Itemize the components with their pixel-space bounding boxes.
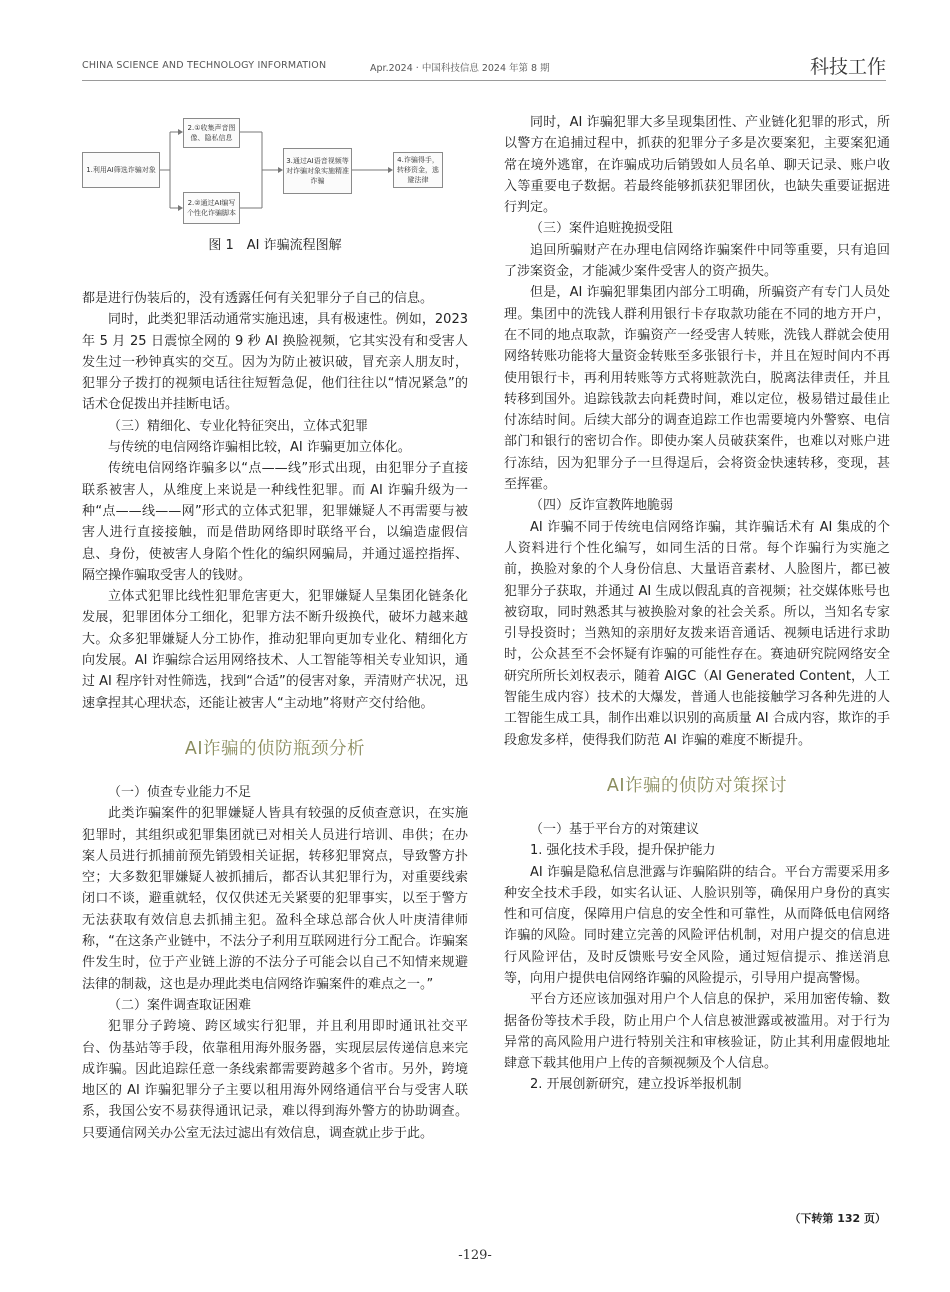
flow-step-2b: 2.②通过AI编写个性化诈骗脚本: [183, 192, 240, 224]
paragraph: 同时，此类犯罪活动通常实施迅速，具有极速性。例如，2023 年 5 月 25 日震惊全网的 9 秒 AI 换脸视频，它其实没有和受害人发生过一秒钟真实的交互。因为为防止被识破，冒充亲人朋友时，犯罪分子拨打的视频电话往往短暂急促，他们往往以“情况紧急”的话术仓促拨出并挂断电话。: [82, 312, 468, 413]
section-heading: AI诈骗的侦防对策探讨: [606, 775, 788, 796]
left-column: [82, 288, 468, 1144]
figure-caption: 图 1 AI 诈骗流程图解: [208, 238, 342, 253]
page-number: -129-: [458, 1248, 492, 1263]
paragraph: AI 诈骗是隐私信息泄露与诈骗陷阱的结合。平台方需要采用多种安全技术手段，如实名认证、人脸识别等，确保用户身份的真实性和可信度，保障用户信息的安全性和可靠性，从而降低电信网络诈骗的风险。同时建立完善的风险评估机制，对用户提交的信息进行风险评估，及时反馈账号安全风险，通过短信提示、推送消息等，向用户提供电信网络诈骗的风险提示，引导用户提高警惕。: [504, 864, 890, 986]
paragraph: 此类诈骗案件的犯罪嫌疑人皆具有较强的反侦查意识，在实施犯罪时，其组织或犯罪集团就已对相关人员进行培训、串供；在办案人员进行抓捕前预先销毁相关证据，转移犯罪窝点，导致警方扑空；大多数犯罪嫌疑人被抓捕后，都否认其犯罪行为，对重要线索闭口不谈，避重就轻，仅仅供述无关紧要的犯罪事实，以至于警方无法获取有效信息去抓捕主犯。盈科全球总部合伙人叶庚清律师称，“在这条产业链中，不法分子利用互联网进行分工配合。诈骗案件发生时，位于产业链上游的不法分子可能会以自己不知情来规避法律的制裁，这也是办理此类电信网络诈骗案件的难点之一。”: [82, 806, 468, 992]
flow-step-3: 3.通过AI语音视频等对诈骗对象实施精准诈骗: [283, 148, 352, 194]
paragraph: 犯罪分子跨境、跨区域实行犯罪，并且利用即时通讯社交平台、伪基站等手段，依靠租用海外服务器，实现层层传递信息来完成诈骗。因此追踪任意一条线索都需要跨越多个省市。另外，跨境地区的 AI 诈骗犯罪分子主要以租用海外网络通信平台与受害人联系，我国公安不易获得通讯记录，难以得到海外警方的协助调查。只要通信网关办公室无法过滤出有效信息，调查就止步于此。: [82, 1019, 468, 1141]
subsection-heading: （一）基于平台方的对策建议: [530, 821, 700, 837]
section-heading: AI诈骗的侦防瓶颈分析: [184, 738, 366, 759]
paragraph: 都是进行伪装后的，没有透露任何有关犯罪分子自己的信息。: [82, 291, 434, 306]
subsection-heading: （四）反诈宣教阵地脆弱: [530, 498, 674, 514]
flow-step-4: 4.诈骗得手，转移资金，逃避法律: [393, 152, 443, 188]
issue-info: Apr.2024 · 中国科技信息 2024 年第 8 期: [370, 63, 550, 74]
paragraph: 但是，AI 诈骗犯罪集团内部分工明确，所骗资产有专门人员处理。集团中的洗钱人群利用银行卡存取款功能在不同的地方开户，在不同的地点取款，诈骗资产一经受害人转账，洗钱人群就会使用网络转账功能将大量资金转账至多张银行卡，并且在短时间内不再使用银行卡，再利用转账等方式将赃款洗白，脱离法律责任，并且转移到国外。追踪钱款去向耗费时间，难以定位，极易错过最佳止付冻结时间。后续大部分的调查追踪工作也需要境内外警察、电信部门和银行的密切合作。即使办案人员破获案件，也难以对账户进行冻结，因为犯罪分子一旦得逞后，会将资金快速转移，变现，甚至挥霍。: [504, 285, 890, 493]
paragraph: AI 诈骗不同于传统电信网络诈骗，其诈骗话术有 AI 集成的个人资料进行个性化编写，如同生活的日常。每个诈骗行为实施之前，换脸对象的个人身份信息、大量语音素材、人脸图片，都已被犯罪分子获取，并通过 AI 生成以假乱真的音视频；社交媒体账号也被窃取，同时熟悉其与被换脸对象的社会关系。所以，当知名专家引导投资时；当熟知的亲朋好友拨来语音通话、视频电话进行求助时，公众甚至不会怀疑有诈骗的可能性存在。赛迪研究院网络安全研究所所长刘权表示，随着 AIGC（AI Generated Content，人工智能生成内容）技术的大爆发，普通人也能接触学习各种先进的人工智能生成工具，制作出难以识别的高质量 AI 合成内容，欺诈的手段愈发多样，使得我们防范 AI 诈骗的难度不断提升。: [504, 519, 890, 748]
paragraph: 立体式犯罪比线性犯罪危害更大，犯罪嫌疑人呈集团化链条化发展，犯罪团体分工细化，犯罪方法不断升级换代，破坏力越来越大。众多犯罪嫌疑人分工协作，推动犯罪向更加专业化、精细化方向发展。AI 诈骗综合运用网络技术、人工智能等相关专业知识，通过 AI 程序针对性筛选，找到“合适”的侵害对象，弄清财产状况，迅速拿捏其心理状态，还能让被害人“主动地”将财产交付给他。: [82, 589, 468, 711]
paragraph: 与传统的电信网络诈骗相比较，AI 诈骗更加立体化。: [108, 440, 411, 456]
paragraph: 追回所骗财产在办理电信网络诈骗案件中同等重要，只有追回了涉案资金，才能减少案件受害人的资产损失。: [504, 242, 890, 280]
paragraph: 平台方还应该加强对用户个人信息的保护，采用加密传输、数据备份等技术手段，防止用户个人信息被泄露或被滥用。对于行为异常的高风险用户进行特别关注和审核验证，防止其利用虚假地址肆意下载其他用户上传的音频视频及个人信息。: [504, 992, 890, 1072]
subsection-heading: （一）侦查专业能力不足: [108, 784, 252, 800]
flow-step-2a: 2.①收集声音图像、隐私信息: [183, 118, 240, 148]
subsection-heading: （二）案件调查取证困难: [108, 997, 252, 1013]
subsection-heading: 2. 开展创新研究，建立投诉举报机制: [530, 1077, 742, 1093]
paragraph: 同时，AI 诈骗犯罪大多呈现集团性、产业链化犯罪的形式，所以警方在追捕过程中，抓获的犯罪分子多是次要案犯，主要案犯通常在境外逃窜，在诈骗成功后销毁如人员名单、聊天记录、账户收入等重要电子数据。若最终能够抓获犯罪团伙，也缺失重要证据进行判定。: [504, 115, 890, 216]
journal-name: CHINA SCIENCE AND TECHNOLOGY INFORMATION: [82, 60, 327, 71]
continued-note: （下转第 132 页）: [789, 1212, 886, 1225]
section-title: 科技工作: [809, 56, 886, 78]
flow-step-1: 1.利用AI筛选诈骗对象: [82, 152, 160, 188]
page-header: [82, 52, 886, 78]
right-column: [504, 112, 890, 1096]
subsection-heading: （三）案件追赃挽损受阻: [530, 221, 674, 237]
subsection-heading: （三）精细化、专业化特征突出，立体式犯罪: [108, 418, 369, 434]
paragraph: 传统电信网络诈骗多以“点——线”形式出现，由犯罪分子直接联系被害人，从维度上来说是一种线性犯罪。而 AI 诈骗升级为一种“点——线——网”形式的立体式犯罪，犯罪嫌疑人不再需要与被害人进行直接接触，而是借助网络即时联络平台，以编造虚假信息、身份，使被害人身陷个性化的编织网骗局，并通过遥控指挥、隔空操作骗取受害人的钱财。: [82, 461, 468, 583]
header-divider: [82, 80, 886, 81]
subsection-heading: 1. 强化技术手段，提升保护能力: [530, 843, 716, 859]
